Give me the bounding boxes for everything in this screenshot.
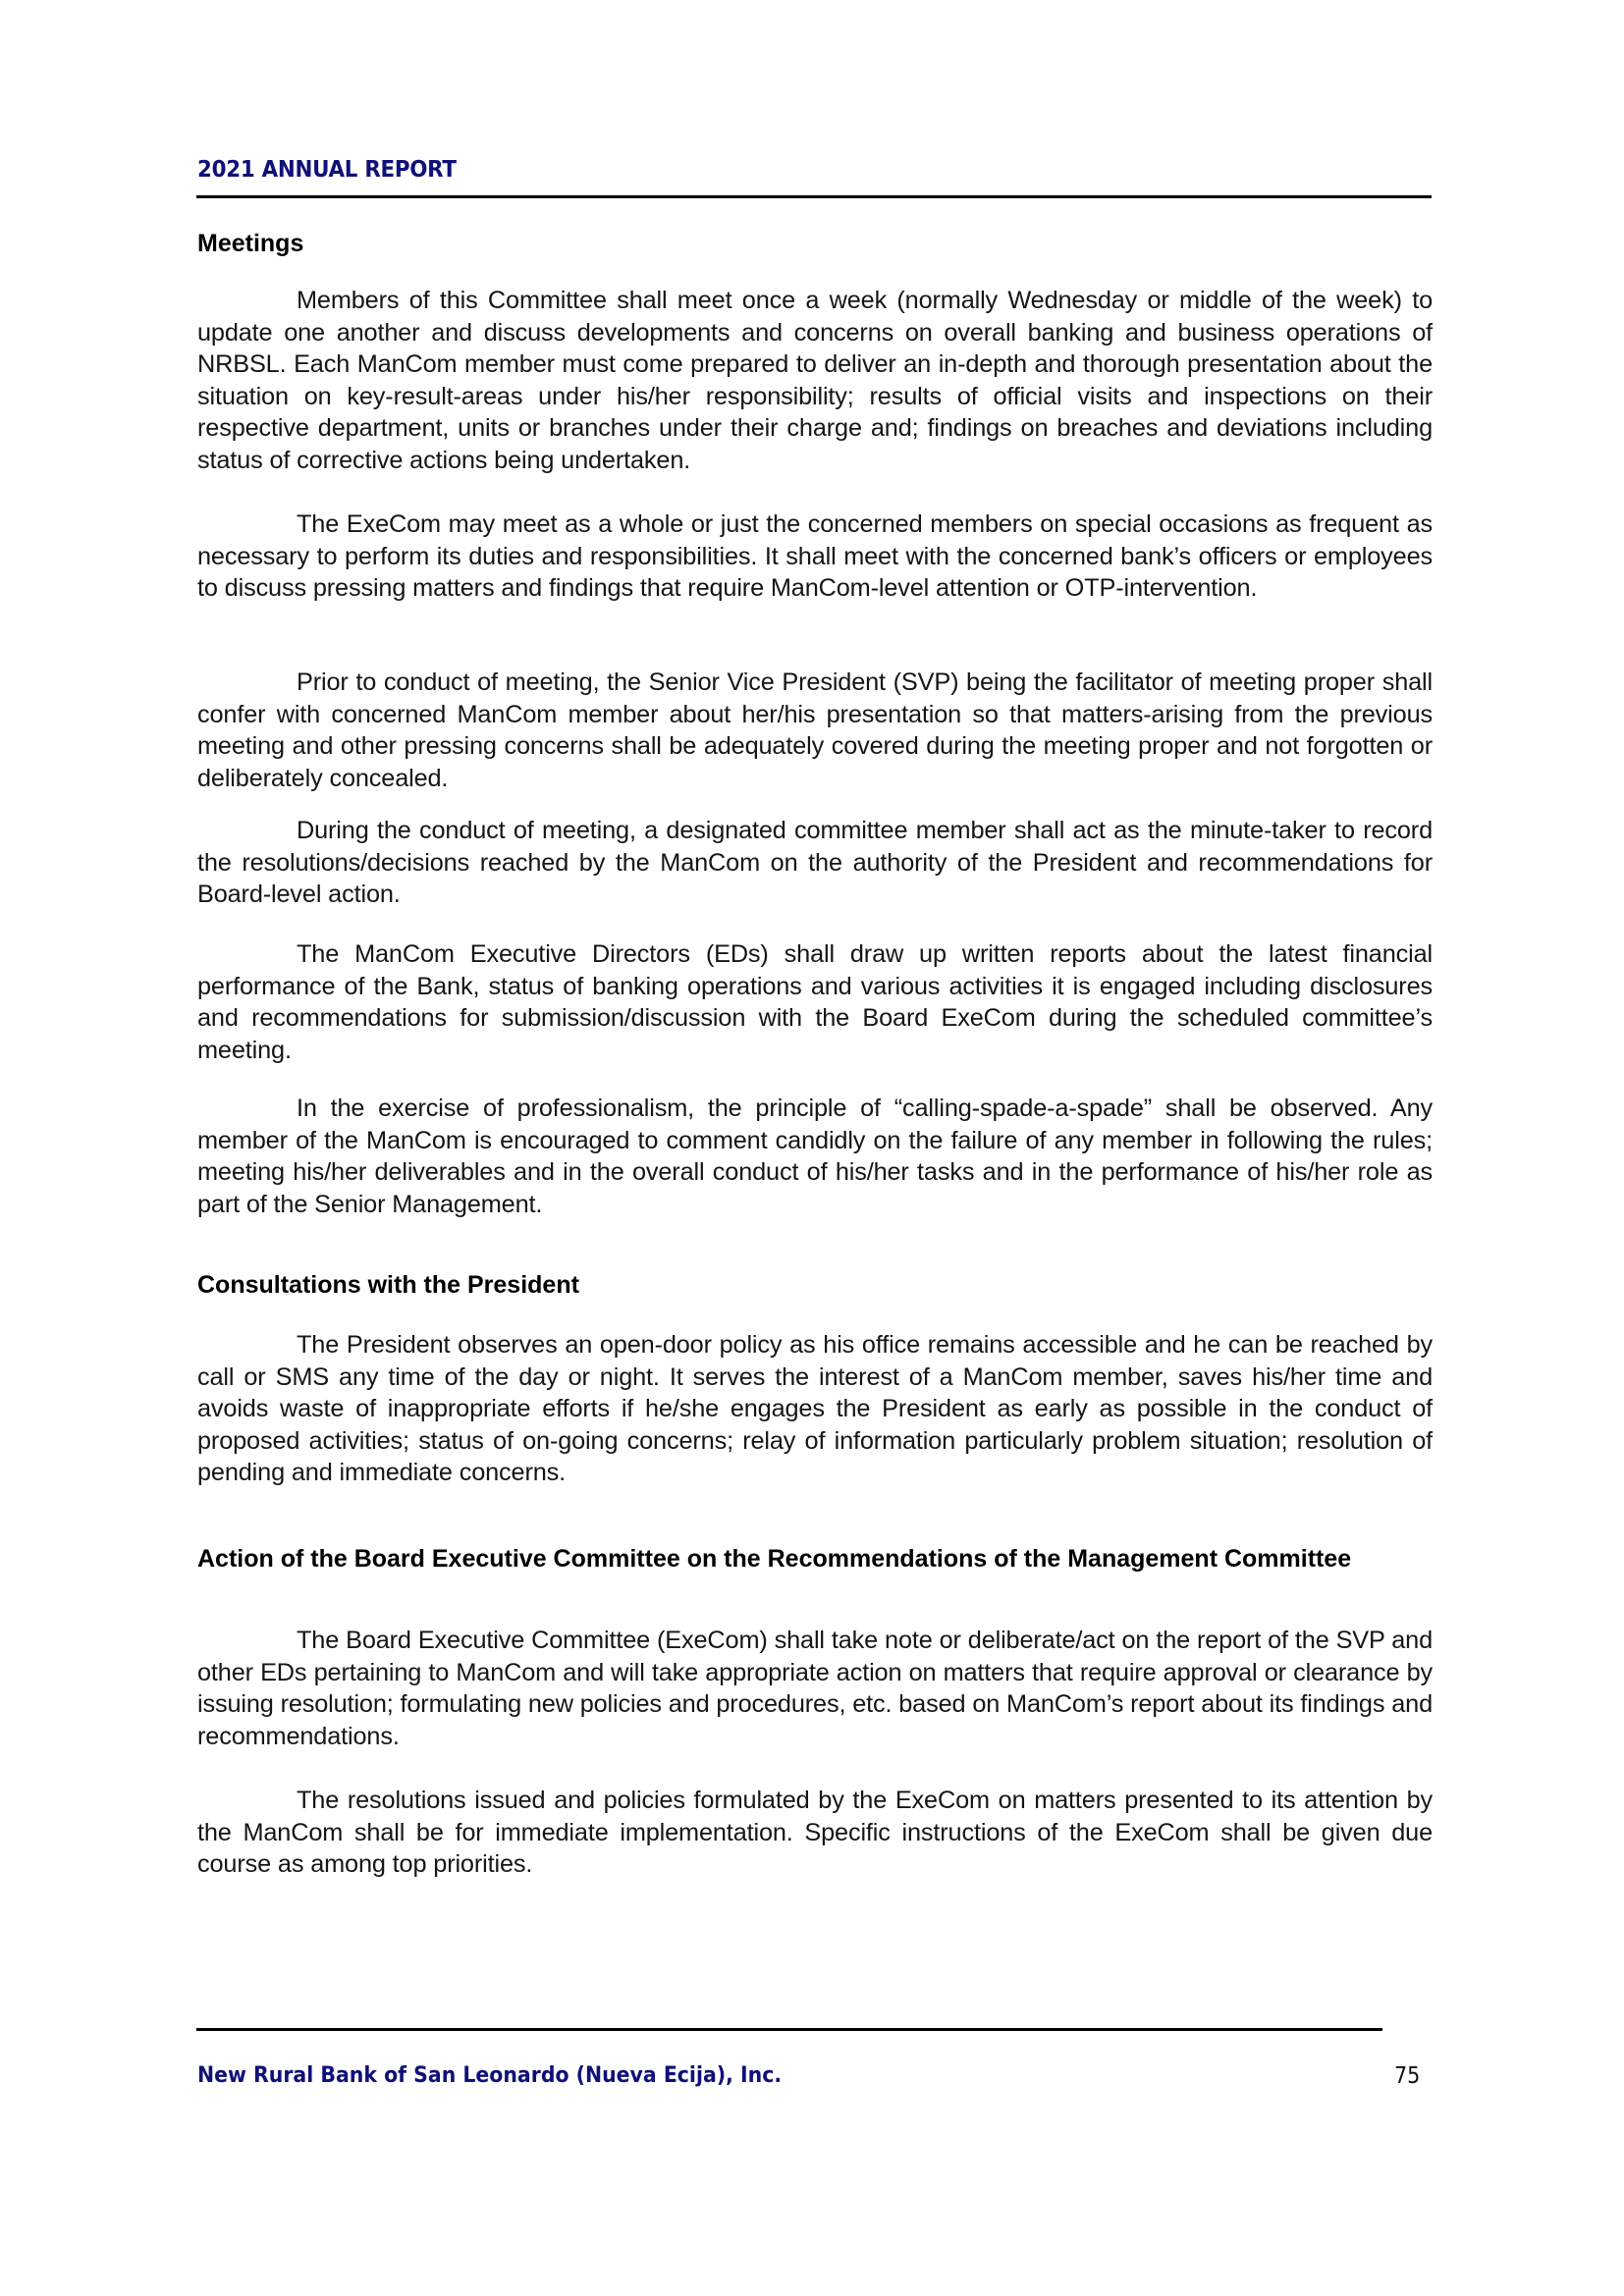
page-number: 75 — [1394, 2063, 1421, 2089]
paragraph: During the conduct of meeting, a designated committee member shall act as the minute-taker to record the resolutions/decisions reached by the ManCom on the authority of the President and recommendations for Board-level action. — [197, 817, 1433, 909]
paragraph: The ExeCom may meet as a whole or just the concerned members on special occasions as frequent as necessary to perform its duties and responsibilities. It shall meet with the concerned bank’s officers or employees to discuss pressing matters and findings that require ManCom-level attention or OTP-intervention. — [197, 510, 1433, 603]
paragraph: Prior to conduct of meeting, the Senior Vice President (SVP) being the facilitator of meeting proper shall confer with concerned ManCom member about her/his presentation so that matters-arising from the previous meeting and other pressing concerns shall be adequately covered during the meeting proper and not forgotten or deliberately concealed. — [197, 668, 1433, 792]
paragraph: The President observes an open-door policy as his office remains accessible and he can be reached by call or SMS any time of the day or night. It serves the interest of a ManCom member, saves his/her time and avoids waste of inappropriate efforts if he/she engages the President as early as possible in the conduct of proposed activities; status of on-going concerns; relay of information particularly problem situation; resolution of pending and immediate concerns. — [197, 1331, 1433, 1487]
header-divider — [196, 195, 1432, 198]
paragraph: The ManCom Executive Directors (EDs) shall draw up written reports about the latest financial performance of the Bank, status of banking operations and various activities it is engaged including disclosures and recommendations for submission/discussion with the Board ExeCom during the scheduled committee’s meeting. — [197, 940, 1433, 1064]
section-heading-consultations: Consultations with the President — [197, 1271, 579, 1299]
paragraph: Members of this Committee shall meet once a week (normally Wednesday or middle of the week) to update one another and discuss developments and concerns on overall banking and business operations of NRBSL. Each ManCom member must come prepared to deliver an in-depth and thorough presentation about the situation on key-result-areas under his/her responsibility; results of official visits and inspections on their respective department, units or branches under their charge and; findings on breaches and deviations including status of corrective actions being undertaken. — [197, 287, 1433, 474]
footer-organization: New Rural Bank of San Leonardo (Nueva Ecija), Inc. — [197, 2063, 783, 2088]
paragraph: The Board Executive Committee (ExeCom) shall take note or deliberate/act on the report of the SVP and other EDs pertaining to ManCom and will take appropriate action on matters that require approval or clearance by issuing resolution; formulating new policies and procedures, etc. based on ManCom’s report about its findings and recommendations. — [197, 1627, 1433, 1750]
paragraph: The resolutions issued and policies formulated by the ExeCom on matters presented to its attention by the ManCom shall be for immediate implementation. Specific instructions of the ExeCom shall be given due course as among top priorities. — [197, 1787, 1433, 1879]
report-header-title: 2021 ANNUAL REPORT — [197, 157, 457, 183]
section-heading-board-action: Action of the Board Executive Committee on the Recommendations of the Management Committee — [197, 1545, 1352, 1573]
paragraph: In the exercise of professionalism, the principle of “calling-spade-a-spade” shall be observed. Any member of the ManCom is encouraged to comment candidly on the failure of any member in following the rules; meeting his/her deliverables and in the overall conduct of his/her tasks and in the performance of his/her role as part of the Senior Management. — [197, 1095, 1433, 1218]
footer-divider — [196, 2028, 1382, 2031]
section-heading-meetings: Meetings — [197, 230, 304, 257]
